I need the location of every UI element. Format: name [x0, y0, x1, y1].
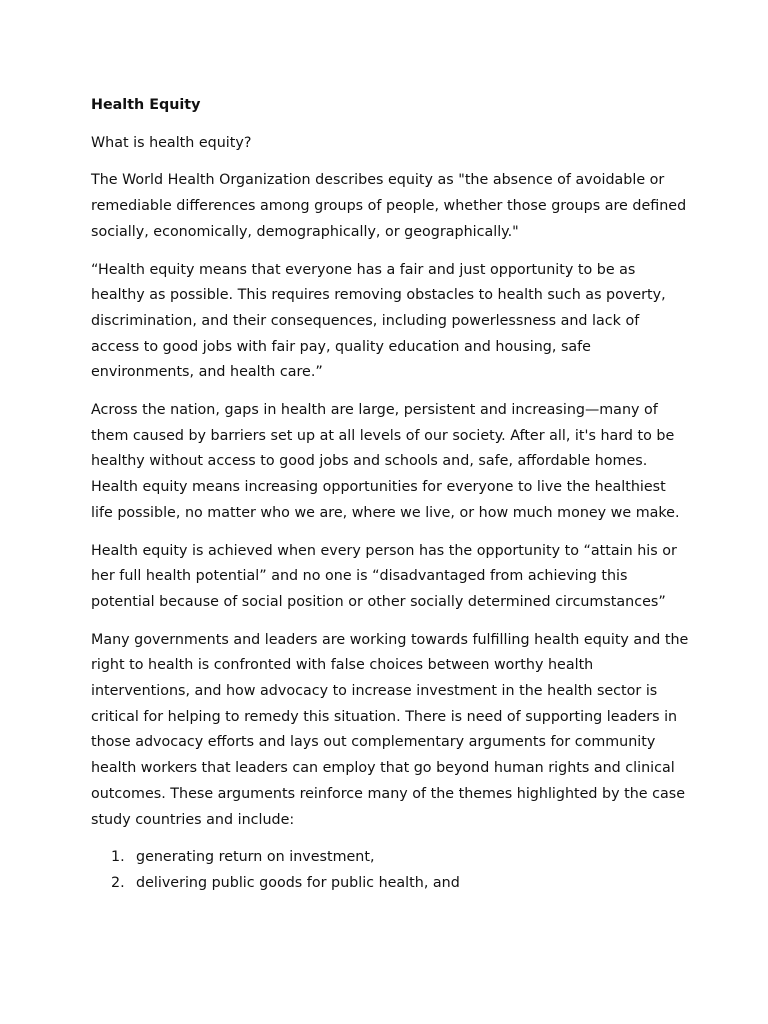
paragraph-governments-leaders: Many governments and leaders are working towards fulfilling health equity and the right to health is confronted with false choices between worthy health interventions, and how advocacy to increase investment in the health sector is critical for helping to remedy this situation. There is need of supporting leaders in those advocacy efforts and lays out complementary arguments for community health workers that leaders can employ that go beyond human rights and clinical outcomes. These arguments reinforce many of the themes highlighted by the case study countries and include: [91, 631, 689, 828]
paragraph-health-equity-achieved: Health equity is achieved when every person has the opportunity to “attain his or her full health potential” and no one is “disadvantaged from achieving this potential because of social position or other socially determined circumstances” [91, 542, 677, 610]
list-item-text: generating return on investment, [136, 849, 375, 866]
list-item [91, 871, 691, 897]
document-title: Health Equity [91, 97, 201, 113]
paragraph-question: What is health equity? [91, 134, 252, 151]
paragraph-gaps-in-health: Across the nation, gaps in health are large, persistent and increasing—many of them caused by barriers set up at all levels of our society. After all, it's hard to be healthy without access to good jobs and schools and, safe, affordable homes. Health equity means increasing opportunities for everyone to live the healthiest life possible, no matter who we are, where we live, or how much money we make. [91, 402, 680, 521]
paragraph-who-definition: The World Health Organization describes equity as "the absence of avoidable or remediable differences among groups of people, whether those groups are defined socially, economically, demographically, or geographically." [91, 172, 687, 240]
paragraph-health-equity-quote: “Health equity means that everyone has a fair and just opportunity to be as healthy as possible. This requires removing obstacles to health such as poverty, discrimination, and their consequences, including powerlessness and lack of access to good jobs with fair pay, quality education and housing, safe environments, and health care.” [91, 261, 666, 381]
arguments-list [91, 845, 691, 896]
document-body [91, 93, 691, 897]
list-item [91, 845, 691, 871]
list-item-number: 2. [111, 874, 125, 891]
list-item-number: 1. [111, 849, 125, 866]
list-item-text: delivering public goods for public health, and [136, 874, 460, 891]
